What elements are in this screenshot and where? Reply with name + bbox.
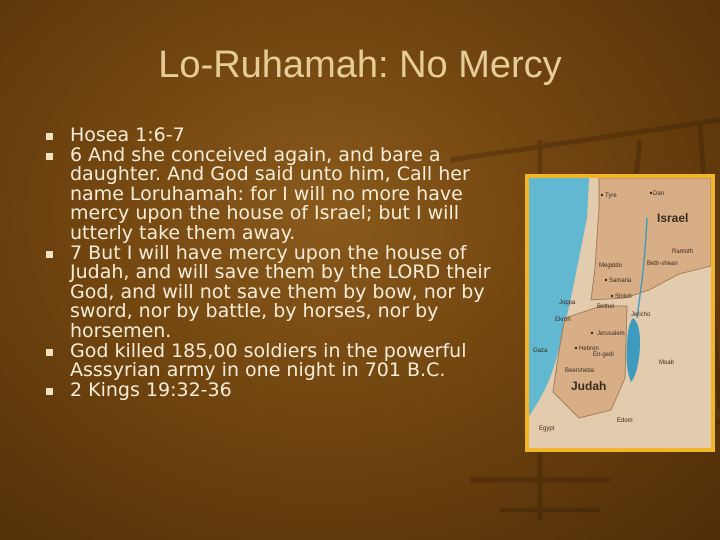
bullet-text: Hosea 1:6-7 bbox=[70, 124, 185, 146]
bullet-list bbox=[58, 126, 508, 400]
city-label-jerusalem: Jerusalem bbox=[597, 331, 625, 337]
city-label-dan: Dan bbox=[653, 191, 665, 197]
region-label-judah: Judah bbox=[571, 379, 607, 393]
city-label-jericho: Jericho bbox=[631, 312, 651, 318]
square-bullet-icon bbox=[46, 349, 53, 356]
city-label-beersheba: Beersheba bbox=[565, 368, 595, 374]
region-label-israel: Israel bbox=[657, 211, 689, 225]
city-label-megiddo: Megiddo bbox=[599, 263, 623, 269]
kingdoms-map bbox=[525, 174, 715, 452]
city-label-en-gedi: En-gedi bbox=[593, 352, 614, 358]
map-drawing bbox=[529, 178, 711, 448]
bullet-item bbox=[58, 143, 508, 244]
square-bullet-icon bbox=[46, 251, 53, 258]
bullet-item bbox=[58, 339, 508, 382]
bullet-text: 2 Kings 19:32-36 bbox=[70, 378, 232, 401]
square-bullet-icon bbox=[46, 153, 53, 160]
bullet-item bbox=[58, 378, 508, 401]
region-label-moab: Moab bbox=[659, 360, 675, 366]
city-label-bethel: Bethel bbox=[597, 304, 615, 310]
city-label-beth-shean: Beth-shean bbox=[647, 261, 678, 267]
city-label-hebron: Hebron bbox=[579, 346, 599, 352]
bullet-text: 7 But I will have mercy upon the house of Judah, and will save them by the LORD their God, and will not save them by bow, nor by sword, nor by battle, by horses, nor by horsemen. bbox=[70, 241, 491, 342]
region-label-egypt: Egypt bbox=[539, 426, 555, 432]
slide-title: Lo-Ruhamah: No Mercy bbox=[158, 44, 562, 86]
bullet-item bbox=[58, 241, 508, 342]
region-label-edom: Edom bbox=[617, 418, 633, 424]
city-label-tyre: Tyre bbox=[605, 193, 617, 199]
city-label-samaria: Samaria bbox=[609, 278, 632, 284]
city-label-ramoth: Ramoth bbox=[672, 249, 694, 255]
square-bullet-icon bbox=[46, 133, 53, 140]
bullet-text: 6 And she conceived again, and bare a daughter. And God said unto him, Call her name Loruhamah: for I will no more have mercy upon the house of Israel; but I will utterly take them away. bbox=[70, 143, 470, 244]
city-label-ekron: Ekron bbox=[555, 317, 571, 323]
city-label-joppa: Joppa bbox=[559, 300, 576, 306]
city-label-gaza: Gaza bbox=[533, 348, 548, 354]
city-label-shiloh: Shiloh bbox=[615, 294, 632, 300]
bullet-text: God killed 185,00 soldiers in the powerful Asssyrian army in one night in 701 B.C. bbox=[70, 339, 467, 382]
square-bullet-icon bbox=[46, 388, 53, 395]
